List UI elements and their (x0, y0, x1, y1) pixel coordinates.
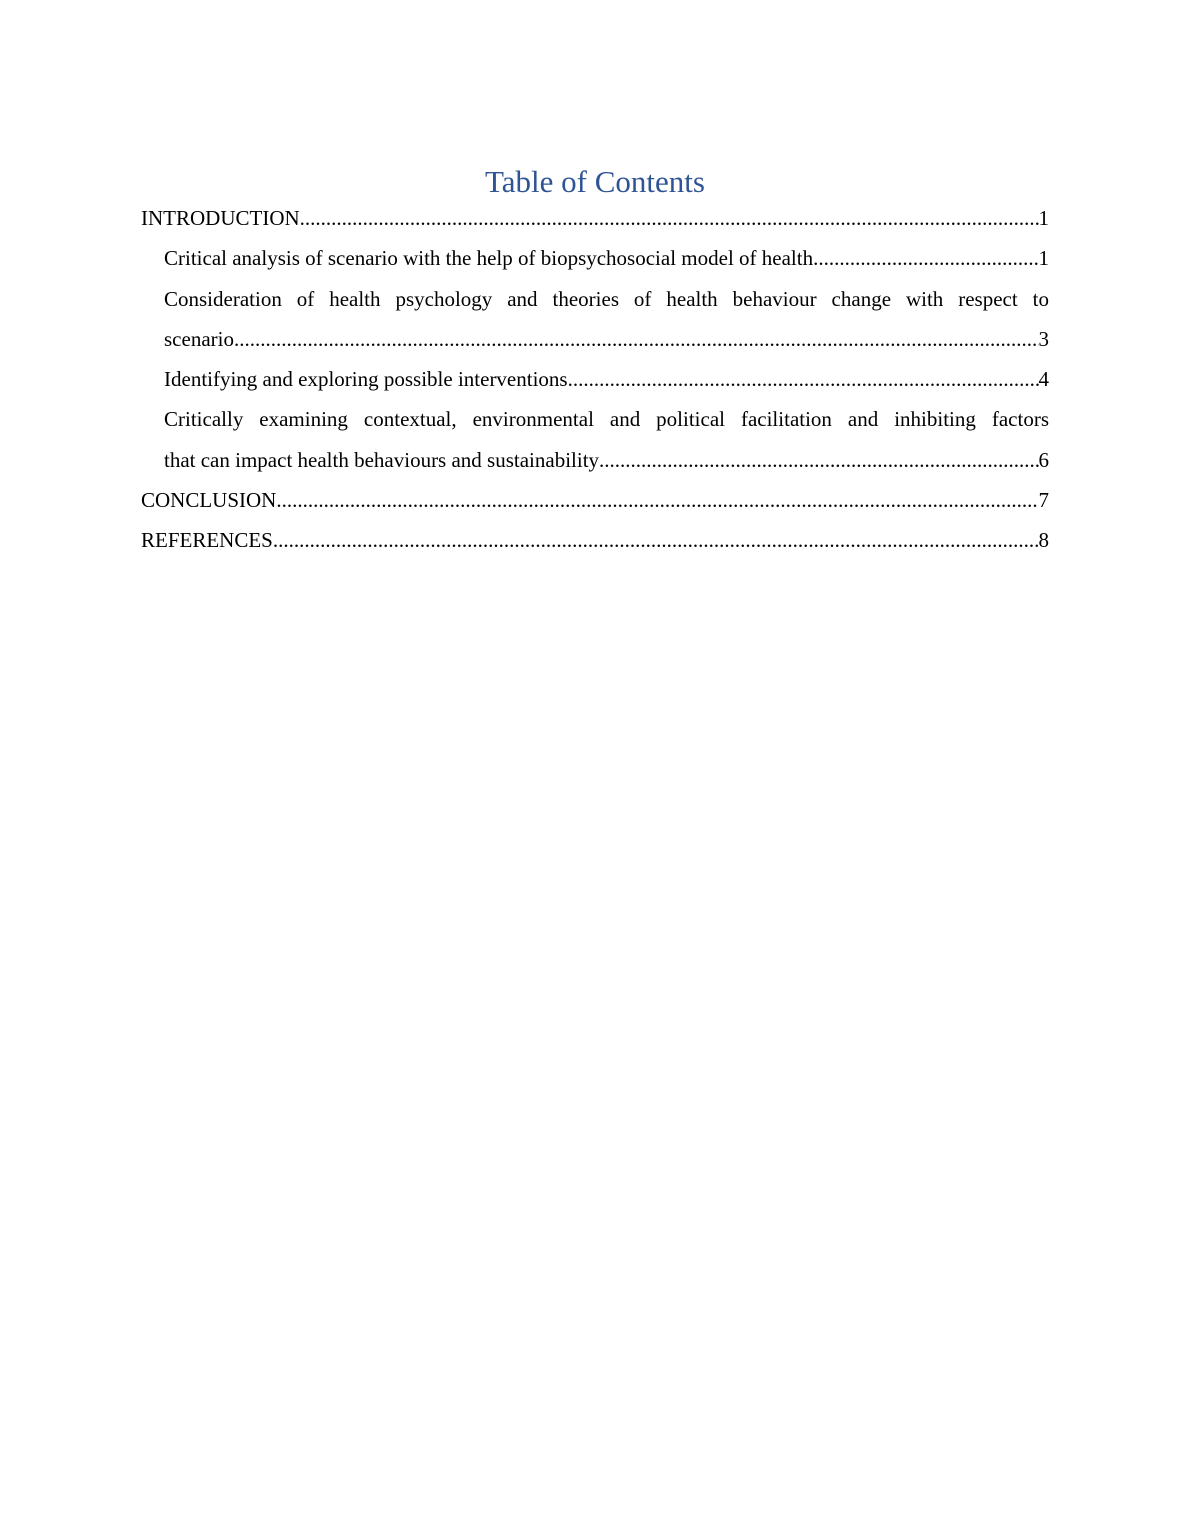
dot-leader (599, 440, 1038, 480)
toc-entry-label: INTRODUCTION (141, 206, 300, 230)
toc-page-number: 7 (1038, 488, 1049, 513)
toc-page-number: 3 (1038, 326, 1049, 351)
toc-page-number: 1 (1038, 206, 1049, 230)
dot-leader (276, 480, 1038, 520)
dot-leader (813, 238, 1038, 278)
toc-page-number: 6 (1038, 447, 1049, 472)
dot-leader (300, 198, 1039, 238)
toc-entry-label: Critical analysis of scenario with the help of biopsychosocial model of health (164, 246, 814, 271)
table-of-contents (141, 160, 1049, 561)
dot-leader (568, 359, 1039, 399)
toc-entry-conclusion[interactable] (141, 480, 1049, 520)
toc-entry-label: Identifying and exploring possible interventions (164, 367, 568, 392)
toc-entry-health-psychology[interactable] (141, 279, 1049, 360)
toc-title: Table of Contents (485, 164, 705, 199)
toc-entry-biopsychosocial-analysis[interactable] (141, 238, 1049, 278)
toc-page-number: 8 (1038, 528, 1049, 553)
toc-list (141, 198, 1049, 561)
toc-entry-label: REFERENCES (141, 528, 273, 553)
toc-entry-label: that can impact health behaviours and sustainability (164, 447, 600, 472)
toc-page-number: 4 (1038, 367, 1049, 392)
toc-entry-label-line: Critically examining contextual, environmental and political facilitation and inhibiting factors (164, 407, 1049, 432)
dot-leader (234, 319, 1039, 359)
toc-entry-interventions[interactable] (141, 359, 1049, 399)
toc-entry-label: scenario (164, 326, 234, 351)
toc-entry-label: CONCLUSION (141, 488, 277, 513)
toc-entry-contextual-factors[interactable] (141, 399, 1049, 480)
toc-page-number: 1 (1038, 246, 1049, 271)
dot-leader (273, 520, 1039, 560)
toc-entry-references[interactable] (141, 520, 1049, 560)
toc-entry-label-line: Consideration of health psychology and theories of health behaviour change with respect to (164, 286, 1049, 311)
toc-entry-introduction[interactable] (141, 198, 1049, 238)
